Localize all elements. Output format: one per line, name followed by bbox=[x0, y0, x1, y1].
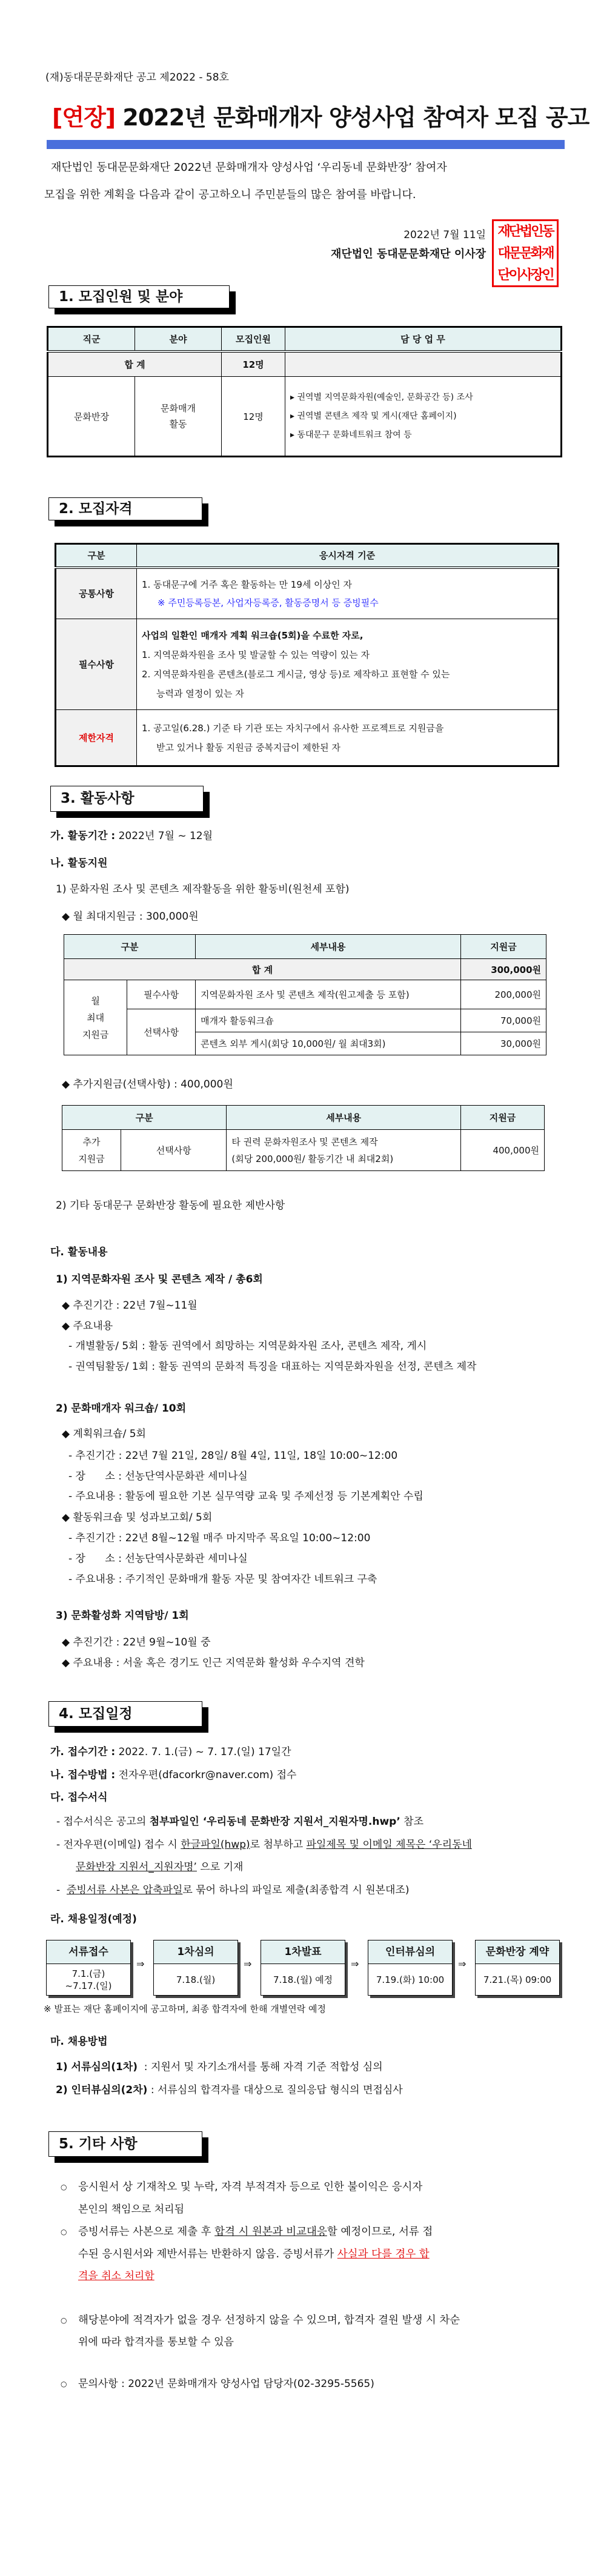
type-required: 필수사항 bbox=[127, 980, 196, 1009]
content-1-item: - 권역팀활동/ 1회 : 활동 권역의 문화적 특징을 대표하는 지역문화자원을 선정, 콘텐츠 제작 bbox=[68, 1361, 477, 1373]
total-amount: 300,000원 bbox=[461, 959, 546, 980]
intro-line-2: 모집을 위한 계획을 다음과 같이 공고하오니 주민분들의 많은 참여를 바랍니다. bbox=[44, 188, 416, 201]
selection-step-1: 1) 서류심의(1차) : 지원서 및 자기소개서를 통해 자격 기준 적합성 심의 bbox=[56, 2061, 383, 2073]
col-header: 담 당 업 무 bbox=[285, 327, 562, 351]
criteria-line: 1. 지역문화자원을 조사 및 발굴할 수 있는 역량이 있는 자 bbox=[142, 649, 370, 660]
plan-item: - 장 소 : 선농단역사문화관 세미나실 bbox=[68, 1470, 248, 1482]
contact-info: 문의사항 : 2022년 문화매개자 양성사업 담당자(02-3295-5565) bbox=[78, 2378, 374, 2390]
email-link[interactable]: 전자우편(dfacorkr@naver.com) 접수 bbox=[115, 1769, 297, 1781]
step-interview: 인터뷰심의 7.19.(화) 10:00 bbox=[368, 1940, 453, 1996]
plan-workshop: ◆ 계획워크숍/ 5회 bbox=[62, 1428, 146, 1440]
col-header: 구분 bbox=[62, 1106, 227, 1130]
activity-item: - 주요내용 : 주기적인 문화매개 활동 자문 및 참여자간 네트워크 구축 bbox=[68, 1573, 377, 1585]
content-1-main: ◆ 주요내용 bbox=[62, 1320, 113, 1332]
activity-item: - 추진기간 : 22년 8월~12월 매주 마지막주 목요일 10:00~12:00 bbox=[68, 1532, 371, 1544]
criteria-line: 1. 동대문구에 거주 혹은 활동하는 만 19세 이상인 자 bbox=[142, 579, 352, 590]
criteria-note: ※ 주민등록등본, 사업자등록증, 활동증명서 등 증빙필수 bbox=[158, 597, 379, 608]
criteria-line: 사업의 일환인 매개자 계획 워크숍(5회)을 수료한 자로, bbox=[142, 629, 364, 641]
bullet-icon: ○ bbox=[61, 2228, 67, 2236]
doc-number: (재)동대문문화재단 공고 제2022 - 58호 bbox=[45, 71, 229, 84]
row-label-required: 필수사항 bbox=[56, 619, 137, 710]
type-optional: 선택사항 bbox=[127, 1009, 196, 1055]
duties-cell bbox=[285, 377, 562, 457]
monthly-max: ◆ 월 최대지원금 : 300,000원 bbox=[62, 911, 199, 923]
step-first-announcement: 1차발표 7.18.(월) 예정 bbox=[261, 1940, 345, 1996]
row-label-common: 공통사항 bbox=[56, 568, 137, 619]
col-header: 모집인원 bbox=[222, 327, 285, 351]
step-first-review: 1차심의 7.18.(월) bbox=[153, 1940, 238, 1996]
total-label: 합 계 bbox=[48, 351, 222, 377]
criteria-line: 받고 있거나 활동 지원금 중복지급이 제한된 자 bbox=[156, 742, 340, 753]
detail-line: (회당 200,000원/ 활동기간 내 최대2회) bbox=[231, 1153, 394, 1164]
schedule-note: ※ 발표는 재단 홈페이지에 공고하며, 최종 합격자에 한해 개별연락 예정 bbox=[44, 2003, 326, 2014]
extra-support-table bbox=[62, 1105, 545, 1171]
application-method: 나. 접수방법 : 전자우편(dfacorkr@naver.com) 접수 bbox=[50, 1769, 297, 1781]
note-3-line-2: 위에 따라 합격자를 통보할 수 있음 bbox=[78, 2336, 234, 2348]
form-item-2: - 전자우편(이메일) 접수 시 한글파일(hwp)로 첨부하고 파일제목 및 이메일 제목은 ‘우리동네 bbox=[56, 1839, 472, 1851]
job-count: 12명 bbox=[222, 377, 285, 457]
group-label: 추가 지원금 bbox=[62, 1130, 121, 1171]
amount-cell: 70,000원 bbox=[461, 1009, 546, 1032]
arrow-icon: ⇒ bbox=[351, 1958, 359, 1970]
section-4-heading: 4. 모집일정 bbox=[48, 1701, 202, 1727]
row-label-restricted: 제한자격 bbox=[56, 710, 137, 766]
application-period: 가. 접수기간 : 2022. 7. 1.(금) ~ 7. 17.(일) 17일간 bbox=[50, 1746, 291, 1758]
total-count: 12명 bbox=[222, 351, 285, 377]
col-header: 지원금 bbox=[461, 935, 546, 959]
amount-cell: 200,000원 bbox=[461, 980, 546, 1009]
section-5-heading: 5. 기타 사항 bbox=[48, 2131, 202, 2157]
form-item-3: - 증빙서류 사본은 압축파일로 묶어 하나의 파일로 제출(최종합격 시 원본대조) bbox=[56, 1884, 410, 1896]
content-3-item: ◆ 주요내용 : 서울 혹은 경기도 인근 지역문화 활성화 우수지역 견학 bbox=[62, 1657, 365, 1669]
schedule-heading: 라. 채용일정(예정) bbox=[50, 1913, 137, 1925]
col-header: 구분 bbox=[64, 935, 196, 959]
support-heading: 나. 활동지원 bbox=[50, 857, 108, 869]
activity-period: 가. 활동기간 : 2022년 7월 ~ 12월 bbox=[50, 830, 213, 842]
extra-support: ◆ 추가지원금(선택사항) : 400,000원 bbox=[62, 1078, 233, 1090]
note-1-line-1: 응시원서 상 기재착오 및 누락, 자격 부적격자 등으로 인한 불이익은 응시자 bbox=[78, 2181, 423, 2193]
bullet-icon: ○ bbox=[61, 2380, 67, 2388]
support-item-2: 2) 기타 동대문구 문화반장 활동에 필요한 제반사항 bbox=[56, 1200, 285, 1212]
duty-item: ▸ 권역별 지역문화자원(예술인, 문화공간 등) 조사 bbox=[290, 392, 473, 402]
criteria-line: 2. 지역문화자원을 콘텐츠(블로그 게시글, 영상 등)로 제작하고 표현할 수 있는 bbox=[142, 668, 450, 680]
duty-item: ▸ 동대문구 문화네트워크 참여 등 bbox=[290, 430, 412, 440]
activity-workshop: ◆ 활동워크숍 및 성과보고회/ 5회 bbox=[62, 1512, 213, 1524]
col-header: 세부내용 bbox=[227, 1106, 461, 1130]
signer: 재단법인 동대문문화재단 이사장 bbox=[331, 248, 486, 261]
section-1-heading: 1. 모집인원 및 분야 bbox=[48, 285, 230, 308]
col-header: 지원금 bbox=[461, 1106, 545, 1130]
bullet-icon: ○ bbox=[61, 2316, 67, 2325]
note-1-line-2: 본인의 책임으로 처리됨 bbox=[78, 2203, 185, 2216]
form-heading: 다. 접수서식 bbox=[50, 1791, 108, 1804]
col-header: 직군 bbox=[48, 327, 135, 351]
plan-item: - 추진기간 : 22년 7월 21일, 28일/ 8월 4일, 11일, 18일 10:00~12:00 bbox=[68, 1450, 398, 1462]
title-text: 2022년 문화매개자 양성사업 참여자 모집 공고 bbox=[115, 104, 589, 131]
content-1-title: 1) 지역문화자원 조사 및 콘텐츠 제작 / 총6회 bbox=[56, 1273, 263, 1286]
criteria-line: 능력과 열정이 있는 자 bbox=[156, 688, 244, 699]
eligibility-table bbox=[55, 543, 559, 767]
note-2-line-3: 격을 취소 처리함 bbox=[78, 2270, 154, 2282]
group-label: 월 최대 지원금 bbox=[64, 980, 127, 1055]
criteria-line: 1. 공고일(6.28.) 기준 타 기관 또는 자치구에서 유사한 프로젝트로 지원금을 bbox=[142, 722, 444, 734]
amount-cell: 400,000원 bbox=[461, 1130, 545, 1171]
title-accent-bar bbox=[47, 140, 565, 149]
note-2-line-1: 증빙서류는 사본으로 제출 후 합격 시 원본과 비교대응할 예정이므로, 서류 접 bbox=[78, 2226, 433, 2238]
form-item-1: - 접수서식은 공고의 첨부파일인 ‘우리동네 문화반장 지원서_지원자명.hwp’ 참조 bbox=[56, 1816, 424, 1828]
note-3-line-1: 해당분야에 적격자가 없을 경우 선정하지 않을 수 있으며, 합격자 결원 발생 시 차순 bbox=[78, 2314, 460, 2326]
intro-line-1: 재단법인 동대문문화재단 2022년 문화매개자 양성사업 ‘우리동네 문화반장’ 참여자 bbox=[51, 161, 447, 174]
content-3-title: 3) 문화활성화 지역탐방/ 1회 bbox=[56, 1610, 189, 1622]
section-3-heading: 3. 활동사항 bbox=[50, 786, 204, 812]
job-group: 문화반장 bbox=[48, 377, 135, 457]
amount-cell: 30,000원 bbox=[461, 1032, 546, 1055]
col-header: 세부내용 bbox=[196, 935, 461, 959]
col-header: 구분 bbox=[56, 544, 137, 568]
section-2-heading: 2. 모집자격 bbox=[48, 497, 202, 520]
content-1-item: - 개별활동/ 5회 : 활동 권역에서 희망하는 지역문화자원 조사, 콘텐츠 제작, 게시 bbox=[68, 1340, 427, 1352]
col-header: 분야 bbox=[135, 327, 222, 351]
detail-line: 타 권력 문화자원조사 및 콘텐츠 제작 bbox=[231, 1136, 378, 1147]
duty-item: ▸ 권역별 콘텐츠 제작 및 게시(재단 홈페이지) bbox=[290, 411, 457, 421]
arrow-icon: ⇒ bbox=[244, 1958, 252, 1970]
announce-date: 2022년 7월 11일 bbox=[403, 229, 486, 241]
step-contract: 문화반장 계약 7.21.(목) 09:00 bbox=[475, 1940, 560, 1996]
bullet-icon: ○ bbox=[61, 2183, 67, 2191]
monthly-support-table bbox=[64, 934, 546, 1055]
title-tag: [연장] bbox=[52, 104, 116, 131]
content-1-period: ◆ 추진기간 : 22년 7월~11월 bbox=[62, 1300, 198, 1312]
detail-cell: 콘텐츠 외부 게시(회당 10,000원/ 월 최대3회) bbox=[196, 1032, 461, 1055]
support-item-1: 1) 문화자원 조사 및 콘텐츠 제작활동을 위한 활동비(원천세 포함) bbox=[56, 883, 350, 895]
arrow-icon: ⇒ bbox=[136, 1958, 145, 1970]
plan-item: - 주요내용 : 활동에 필요한 기본 실무역량 교육 및 주제선정 등 기본계획안 수립 bbox=[68, 1490, 423, 1502]
recruitment-table bbox=[47, 326, 562, 457]
note-2-line-2: 수된 응시원서와 제반서류는 반환하지 않음. 증빙서류가 사실과 다를 경우 합 bbox=[78, 2248, 430, 2260]
selection-step-2: 2) 인터뷰심의(2차) : 서류심의 합격자를 대상으로 질의응답 형식의 면접심사 bbox=[56, 2084, 403, 2096]
content-2-title: 2) 문화매개자 워크숍/ 10회 bbox=[56, 1403, 187, 1415]
content-heading: 다. 활동내용 bbox=[50, 1246, 108, 1258]
arrow-icon: ⇒ bbox=[458, 1958, 467, 1970]
type-optional: 선택사항 bbox=[121, 1130, 227, 1171]
selection-heading: 마. 채용방법 bbox=[50, 2036, 108, 2048]
detail-cell: 지역문화자원 조사 및 콘텐츠 제작(원고제출 등 포함) bbox=[196, 980, 461, 1009]
detail-cell: 매개자 활동워크숍 bbox=[196, 1009, 461, 1032]
content-3-item: ◆ 추진기간 : 22년 9월~10월 중 bbox=[62, 1636, 211, 1648]
form-item-2-cont: 문화반장 지원서_지원자명’ 으로 기재 bbox=[76, 1861, 244, 1873]
step-document-submission: 서류접수 7.1.(금) ~7.17.(일) bbox=[46, 1940, 131, 1996]
official-seal-stamp: 재단법인동 대문문화재 단이사장인 bbox=[492, 219, 559, 287]
total-label: 합 계 bbox=[64, 959, 461, 980]
col-header: 응시자격 기준 bbox=[137, 544, 559, 568]
activity-item: - 장 소 : 선농단역사문화관 세미나실 bbox=[68, 1553, 248, 1565]
page-title bbox=[52, 103, 589, 132]
job-field: 문화매개 활동 bbox=[135, 377, 222, 457]
